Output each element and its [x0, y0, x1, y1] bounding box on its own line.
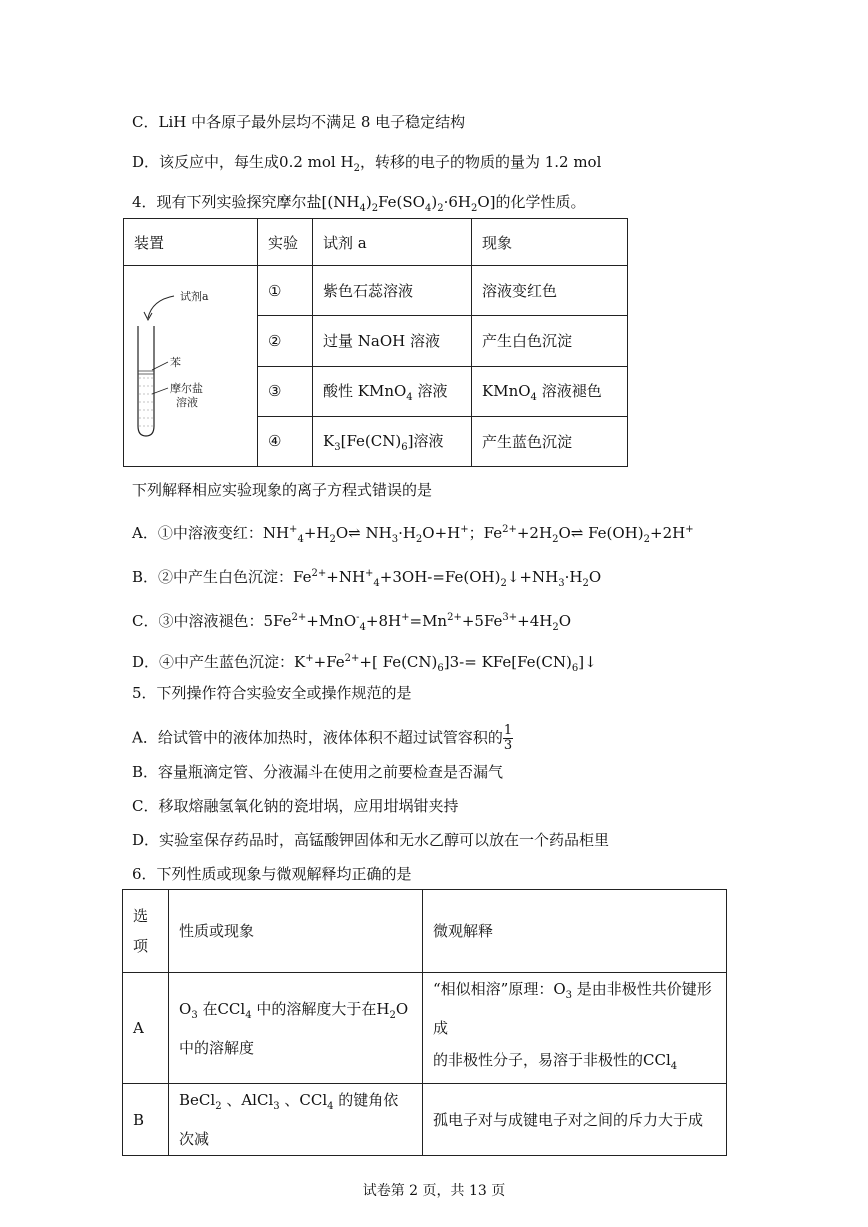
experiment-table — [123, 218, 628, 467]
table-header-row — [123, 890, 727, 973]
table-row — [124, 266, 628, 316]
header-phenomenon: 现象 — [472, 219, 628, 266]
benzene-label: 苯 — [170, 356, 181, 369]
option-c-line: C．LiH 中各原子最外层均不满足 8 电子稳定结构 — [132, 113, 466, 131]
header-explanation: 微观解释 — [423, 890, 727, 973]
explanation-cell: 孤电子对与成键电子对之间的斥力大于成 — [423, 1084, 727, 1156]
solution-label: 溶液 — [176, 396, 198, 409]
exp-number: ③ — [258, 366, 313, 416]
reagent-a-label: 试剂a — [180, 290, 209, 303]
option-d-line: D．该反应中，每生成0.2 mol $H_2$，转移的电子的物质的量为 1.2 mol — [132, 153, 602, 174]
mohr-salt-label: 摩尔盐 — [170, 382, 203, 395]
question-4-stem: 4．现有下列实验探究摩尔盐$[(NH_4)_2Fe(SO_4)_2\cdot 6H_2O]$的化学性质。 — [132, 193, 586, 214]
one-third-fraction: $\frac{1}{3}$ — [503, 723, 513, 753]
exp-number: ① — [258, 266, 313, 316]
result-cell: 产生白色沉淀 — [472, 316, 628, 366]
header-property: 性质或现象 — [169, 890, 423, 973]
reagent-cell: 紫色石蕊溶液 — [313, 266, 472, 316]
exp-number: ② — [258, 316, 313, 366]
result-cell: KMnO$_4$ 溶液褪色 — [472, 366, 628, 416]
property-cell: BeCl$_2$ 、AlCl$_3$ 、CCl$_4$ 的键角依次减 — [169, 1084, 423, 1156]
q5-option-c: C．移取熔融氢氧化钠的瓷坩埚，应用坩埚钳夹持 — [132, 797, 459, 815]
header-option: 选 项 — [123, 890, 169, 973]
result-cell: 产生蓝色沉淀 — [472, 416, 628, 466]
reagent-cell: $K_3[Fe(CN)_6]$溶液 — [313, 416, 472, 466]
apparatus-cell — [124, 266, 258, 467]
table-header-row — [124, 219, 628, 266]
reagent-cell: 酸性 KMnO$_4$ 溶液 — [313, 366, 472, 416]
q4-option-b: B．②中产生白色沉淀：$Fe^{2+}+NH^+_4+3OH-=Fe(OH)_2↓+NH_3\cdot H_2O$ — [132, 568, 602, 589]
page-footer: 试卷第 2 页，共 13 页 — [362, 1183, 506, 1199]
q5-option-a: A．给试管中的液体加热时，液体体积不超过试管容积的 $\frac{1}{3}$ — [132, 723, 513, 753]
reagent-cell: 过量 NaOH 溶液 — [313, 316, 472, 366]
header-reagent: 试剂 a — [313, 219, 472, 266]
q4-option-a: A．①中溶液变红：$NH^+_4+H_2O\rightleftharpoons$ $NH_3\cdot H_2O+H^+$；$Fe^{2+}+2H_2O\rightleftharpoons$ $Fe(OH)_2+2H^+$ — [132, 524, 694, 545]
header-experiment: 实验 — [258, 219, 313, 266]
q4-option-d: D．④中产生蓝色沉淀：$K^++Fe^{2+}+$[ $Fe(CN)_6]3-=$ $KFe[Fe(CN)_6]↓$ — [132, 653, 597, 674]
table-row — [123, 1084, 727, 1156]
table-row — [123, 973, 727, 1084]
option-cell: A — [123, 973, 169, 1084]
property-table — [122, 889, 727, 1156]
q4-option-c: C．③中溶液褪色：$5Fe^{2+}+MnO^-_4+8H^+=Mn^{2+}+5Fe^{3+}+4H_2O$ — [132, 612, 572, 633]
q5-option-d: D．实验室保存药品时，高锰酸钾固体和无水乙醇可以放在一个药品柜里 — [132, 831, 610, 849]
question-6-stem: 6．下列性质或现象与微观解释均正确的是 — [132, 865, 412, 883]
property-cell: $O_3$ 在CCl$_4$ 中的溶解度大于在$H_2O$ 中的溶解度 — [169, 973, 423, 1084]
header-apparatus: 装置 — [124, 219, 258, 266]
question-5-stem: 5．下列操作符合实验安全或操作规范的是 — [132, 684, 412, 702]
explanation-cell: “相似相溶”原理：$O_3$ 是由非极性共价键形成 的非极性分子，易溶于非极性的CCl$_4$ — [423, 973, 727, 1084]
exp-number: ④ — [258, 416, 313, 466]
q5-option-b: B．容量瓶滴定管、分液漏斗在使用之前要检查是否漏气 — [132, 763, 504, 781]
question-4-ask: 下列解释相应实验现象的离子方程式错误的是 — [132, 481, 433, 499]
option-cell: B — [123, 1084, 169, 1156]
result-cell: 溶液变红色 — [472, 266, 628, 316]
